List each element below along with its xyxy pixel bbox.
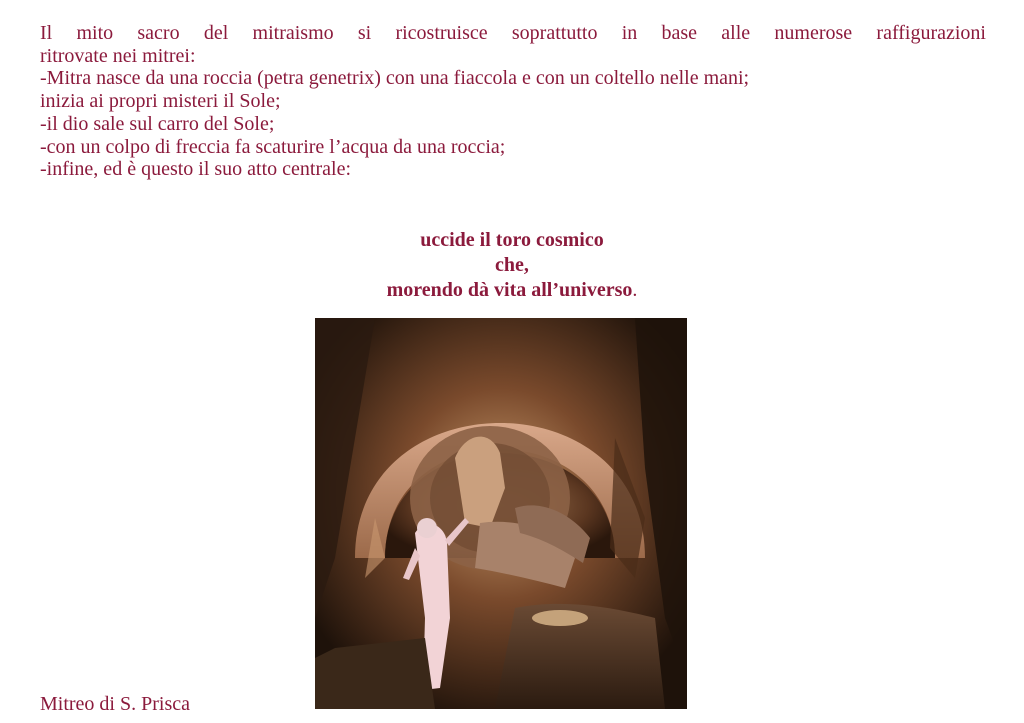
paragraph-line-1: Il mito sacro del mitraismo si ricostruisce soprattutto in base alle numerose raffigurazioni: [40, 22, 986, 44]
statement-line-3: [0, 278, 1024, 303]
mithraeum-photo: [315, 318, 687, 709]
paragraph-line-2: ritrovate nei mitrei:: [40, 44, 196, 67]
statement-line-2: che,: [495, 254, 529, 276]
statement-line-3-period: .: [632, 279, 638, 301]
photo-caption: Mitreo di S. Prisca: [40, 693, 190, 715]
paragraph-line-3: -Mitra nasce da una roccia (petra genetrix) con una fiaccola e con un coltello nelle mani;: [40, 67, 750, 90]
paragraph-line-6: -con un colpo di freccia fa scaturire l’acqua da una roccia;: [40, 135, 506, 158]
statement-line-3-text: morendo dà vita all’universo: [386, 279, 633, 301]
paragraph-line-7: -infine, ed è questo il suo atto centrale:: [40, 158, 352, 181]
paragraph-line-5: -il dio sale sul carro del Sole;: [40, 112, 275, 135]
intro-paragraph: [40, 22, 986, 181]
mithraeum-photo-illustration: [315, 318, 687, 709]
central-statement: [0, 228, 1024, 303]
statement-line-1: uccide il toro cosmico: [420, 229, 604, 251]
paragraph-line-4: inizia ai propri misteri il Sole;: [40, 90, 281, 113]
